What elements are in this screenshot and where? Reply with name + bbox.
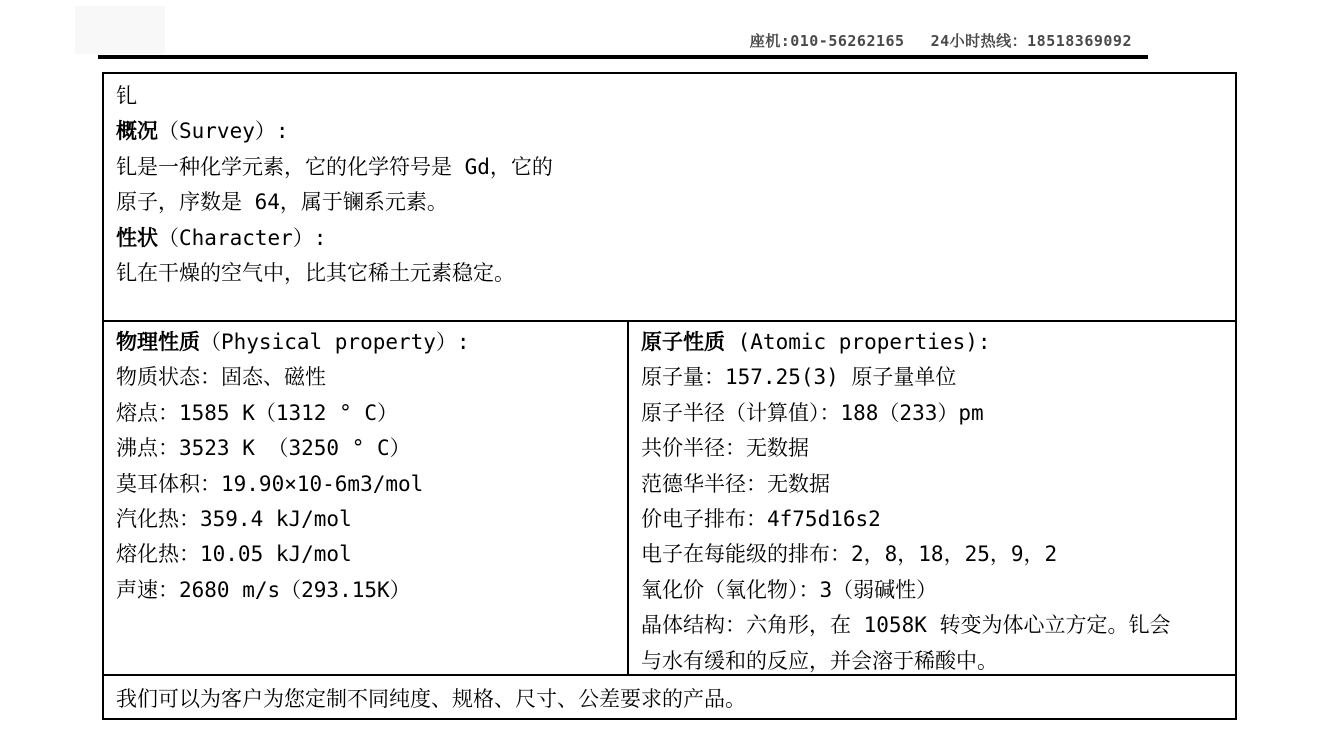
character-section-title xyxy=(116,221,1223,256)
atomic-properties-cell xyxy=(629,322,1235,674)
atomic-properties-title xyxy=(641,325,1223,360)
atomic-property-line: 原子量：157.25(3) 原子量单位 xyxy=(641,365,957,390)
character-title-zh: 性状 xyxy=(116,225,158,250)
physical-property-line: 汽化热：359.4 kJ/mol xyxy=(116,507,352,532)
intro-section xyxy=(104,74,1235,322)
atomic-property-line: 电子在每能级的排布：2，8，18，25，9，2 xyxy=(641,542,1058,567)
atomic-property-line: 共价半径：无数据 xyxy=(641,436,809,461)
physical-property-line: 熔点：1585 K（1312 ° C） xyxy=(116,400,399,425)
atomic-property-line: 氧化价（氧化物）：3（弱碱性） xyxy=(641,577,938,602)
header-phone-number: 座机:010-56262165 xyxy=(749,32,905,50)
atomic-property-line: 价电子排布：4f75d16s2 xyxy=(641,507,881,532)
survey-title-en: （Survey）: xyxy=(158,119,289,144)
element-info-table xyxy=(102,72,1237,720)
header-hotline-number: 24小时热线：18518369092 xyxy=(930,32,1132,50)
atomic-title-en: (Atomic properties): xyxy=(725,330,991,354)
custom-order-note-row xyxy=(104,676,1235,723)
physical-title-en: （Physical property）: xyxy=(200,330,470,354)
survey-text-line: 钆是一种化学元素，它的化学符号是 Gd，它的 xyxy=(116,154,553,179)
atomic-property-line: 原子半径（计算值）：188（233）pm xyxy=(641,400,984,425)
character-text-line: 钆在干燥的空气中，比其它稀土元素稳定。 xyxy=(116,261,515,286)
character-title-en: （Character）: xyxy=(158,225,327,250)
element-name: 钆 xyxy=(116,84,137,108)
survey-title-zh: 概况 xyxy=(116,119,158,144)
physical-properties-list xyxy=(116,360,615,608)
physical-property-line: 莫耳体积：19.90×10-6m3/mol xyxy=(116,471,424,496)
physical-property-line: 物质状态：固态、磁性 xyxy=(116,365,326,390)
survey-text-line: 原子，序数是 64，属于镧系元素。 xyxy=(116,190,448,215)
atomic-title-zh: 原子性质 xyxy=(641,330,725,354)
custom-order-note: 我们可以为客户为您定制不同纯度、规格、尺寸、公差要求的产品。 xyxy=(116,687,746,711)
physical-properties-cell xyxy=(104,322,629,674)
survey-text xyxy=(116,150,1223,221)
atomic-property-line: 晶体结构：六角形，在 1058K 转变为体心立方定。钆会 xyxy=(641,613,1171,638)
header-contacts xyxy=(560,30,1132,51)
physical-property-line: 声速：2680 m/s（293.15K） xyxy=(116,577,411,602)
character-text xyxy=(116,256,1223,291)
atomic-property-line: 范德华半径：无数据 xyxy=(641,471,830,496)
physical-properties-title xyxy=(116,325,615,360)
physical-property-line: 沸点：3523 K （3250 ° C） xyxy=(116,436,411,461)
atomic-property-line: 与水有缓和的反应，并会溶于稀酸中。 xyxy=(641,648,998,673)
header-divider-line xyxy=(98,55,1148,59)
atomic-properties-list xyxy=(641,360,1223,674)
survey-section-title xyxy=(116,114,1223,149)
physical-property-line: 熔化热：10.05 kJ/mol xyxy=(116,542,352,567)
physical-title-zh: 物理性质 xyxy=(116,330,200,354)
properties-section xyxy=(104,322,1235,676)
logo-watermark xyxy=(75,6,165,54)
